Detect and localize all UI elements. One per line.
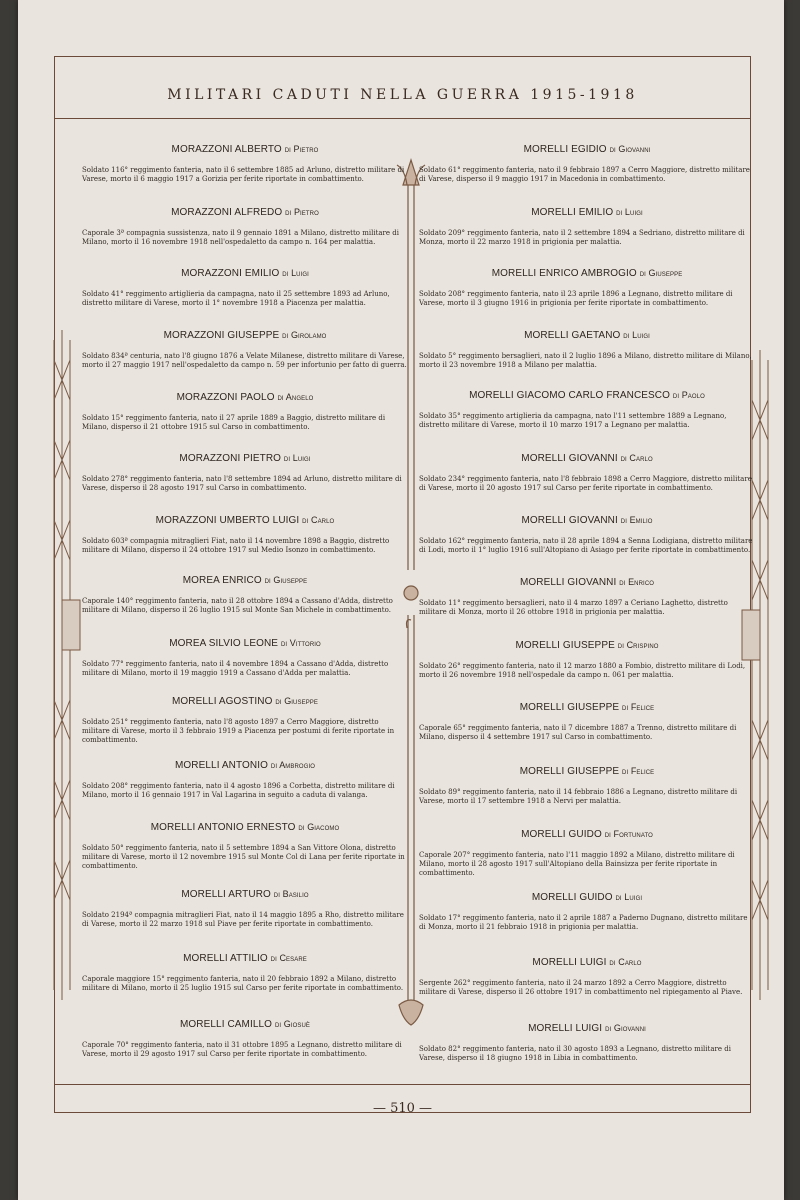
entry-text: Soldato 251° reggimento fanteria, nato l'8 agosto 1897 a Cerro Maggiore, distretto militare di Varese, morto il 3 febbraio 1919 a Piacenza per postumi di ferite riportate in combattimento. (82, 718, 395, 744)
entry-name: MORELLI GUIDO di Luigi (531, 892, 643, 903)
entry-name: MORELLI ENRICO AMBROGIO di Giuseppe (491, 268, 683, 279)
entry-name: MORAZZONI UMBERTO LUIGI di Carlo (155, 515, 335, 526)
entry-text: Soldato 35° reggimento artiglieria da campagna, nato l'11 settembre 1889 a Legnano, distretto militare di Varese, morto il 10 marzo 1917 a Legnano per malattia. (419, 412, 727, 429)
list-item (82, 696, 408, 745)
entry-text: Soldato 234° reggimento fanteria, nato l'8 febbraio 1898 a Cerro Maggiore, distretto militare di Varese, morto il 20 agosto 1917 sul Carso per ferite riportate in combattimento. (419, 475, 752, 492)
entry-text: Soldato 209° reggimento fanteria, nato il 2 settembre 1894 a Sedriano, distretto militare di Monza, morto il 22 marzo 1918 in prigionia per malattia. (419, 229, 745, 246)
entry-name: MORELLI GIUSEPPE di Crispino (515, 640, 659, 651)
entry-name: MORELLI EGIDIO di Giovanni (523, 144, 651, 155)
list-item (419, 957, 755, 997)
page-title: MILITARI CADUTI NELLA GUERRA 1915-1918 (167, 87, 638, 103)
entry-name: MORAZZONI PIETRO di Luigi (179, 453, 311, 464)
list-item (82, 575, 408, 615)
list-item (419, 207, 755, 247)
list-item (419, 577, 755, 617)
header-rule (55, 118, 750, 119)
page-number: — 510 — (372, 1101, 433, 1116)
entry-text: Soldato 41° reggimento artiglieria da campagna, nato il 25 settembre 1893 ad Arluno, distretto militare di Varese, morto il 1° novembre 1918 a Piacenza per malattia. (82, 290, 390, 307)
entry-text: Caporale 3ª compagnia sussistenza, nato il 9 gennaio 1891 a Milano, distretto militare di Milano, morto il 16 novembre 1918 nell'ospedaletto da campo n. 164 per malattia. (82, 229, 399, 246)
entry-text: Soldato 2194ª compagnia mitraglieri Fiat, nato il 14 maggio 1895 a Rho, distretto militare di Varese, morto il 22 marzo 1918 sul Piave per ferite riportate in combattimento. (82, 911, 404, 928)
list-item (82, 268, 408, 308)
entry-name: MOREA ENRICO di Giuseppe (182, 575, 308, 586)
entry-name: MORELLI GIOVANNI di Emilio (521, 515, 653, 526)
entry-name: MORELLI GAETANO di Luigi (524, 330, 650, 341)
list-item (82, 453, 408, 493)
left-side-ornament (42, 320, 82, 1020)
list-item (419, 453, 755, 493)
entry-text: Soldato 11° reggimento bersaglieri, nato il 4 marzo 1897 a Ceriano Laghetto, distretto militare di Monza, morto il 26 ottobre 1918 in prigionia per malattia. (419, 599, 728, 616)
list-item (82, 330, 408, 370)
list-item (82, 889, 408, 929)
entry-name: MORELLI GUIDO di Fortunato (521, 829, 653, 840)
entry-text: Soldato 208° reggimento fanteria, nato il 23 aprile 1896 a Legnano, distretto militare di Varese, morto il 3 giugno 1916 in prigionia per ferite riportate in combattimento. (419, 290, 733, 307)
entry-text: Soldato 82° reggimento fanteria, nato il 30 agosto 1893 a Legnano, distretto militare di Varese, disperso il 18 giugno 1918 in Libia in combattimento. (419, 1045, 731, 1062)
entry-text: Soldato 50° reggimento fanteria, nato il 5 settembre 1894 a San Vittore Olona, distretto militare di Varese, morto il 12 novembre 1915 sul Monte Col di Lana per ferite riportate in combattimento. (82, 844, 405, 870)
list-item (82, 144, 408, 184)
entry-text: Soldato 89° reggimento fanteria, nato il 14 febbraio 1886 a Legnano, distretto militare di Varese, morto il 17 settembre 1918 a Nervi per malattia. (419, 788, 738, 805)
list-item (419, 268, 755, 308)
entry-name: MORAZZONI EMILIO di Luigi (181, 268, 309, 279)
list-item (82, 1019, 408, 1059)
entry-text: Caporale 65° reggimento fanteria, nato il 7 dicembre 1887 a Trenno, distretto militare di Milano, disperso il 4 settembre 1917 sul Carso in combattimento. (419, 724, 737, 741)
entry-text: Soldato 834ª centuria, nato l'8 giugno 1876 a Velate Milanese, distretto militare di Varese, morto il 27 maggio 1917 nell'ospedaletto da campo n. 59 per infortunio per fatto di guerra. (82, 352, 407, 369)
entry-text: Caporale 207° reggimento fanteria, nato l'11 maggio 1892 a Milano, distretto militare di Milano, morto il 28 agosto 1917 sull'Altopiano della Bainsizza per ferite riportate in combattimento. (419, 851, 735, 877)
entry-name: MORELLI GIOVANNI di Carlo (521, 453, 653, 464)
entry-text: Soldato 116° reggimento fanteria, nato il 6 settembre 1885 ad Arluno, distretto militare di Varese, morto il 6 maggio 1917 a Gorizia per ferite riportate in combattimento. (82, 166, 405, 183)
entry-text: Caporale 140° reggimento fanteria, nato il 28 ottobre 1894 a Cassano d'Adda, distretto militare di Milano, disperso il 26 luglio 1915 sul Monte San Michele in combattimento. (82, 597, 393, 614)
list-item (419, 766, 755, 806)
entry-text: Soldato 17° reggimento fanteria, nato il 2 aprile 1887 a Paderno Dugnano, distretto militare di Monza, morto il 21 febbraio 1918 in prigionia per malattia. (419, 914, 748, 931)
entry-name: MORELLI LUIGI di Giovanni (528, 1023, 646, 1034)
list-item (419, 640, 755, 680)
list-item (419, 330, 755, 370)
entry-name: MORELLI GIUSEPPE di Felice (519, 766, 655, 777)
list-item (82, 822, 408, 871)
entry-text: Soldato 61° reggimento fanteria, nato il 9 febbraio 1897 a Cerro Maggiore, distretto militare di Varese, disperso il 9 maggio 1917 in Macedonia in combattimento. (419, 166, 750, 183)
list-item (419, 390, 755, 430)
list-item (82, 515, 408, 555)
entry-name: MORAZZONI GIUSEPPE di Girolamo (163, 330, 327, 341)
entry-name: MORELLI CAMILLO di Giosuè (179, 1019, 311, 1030)
entry-name: MORELLI GIUSEPPE di Felice (519, 702, 655, 713)
entry-name: MORELLI GIACOMO CARLO FRANCESCO di Paolo (469, 390, 705, 401)
entry-name: MORELLI ANTONIO ERNESTO di Giacomo (150, 822, 340, 833)
entry-name: MOREA SILVIO LEONE di Vittorio (169, 638, 321, 649)
entry-text: Soldato 26° reggimento fanteria, nato il 12 marzo 1880 a Fombio, distretto militare di Lodi, morto il 26 novembre 1918 nell'ospedale da campo n. 061 per malattia. (419, 662, 746, 679)
entry-name: MORELLI AGOSTINO di Giuseppe (171, 696, 319, 707)
entry-text: Soldato 77° reggimento fanteria, nato il 4 novembre 1894 a Cassano d'Adda, distretto militare di Milano, morto il 19 maggio 1919 a Cassano d'Adda per malattia. (82, 660, 389, 677)
page-sheet (18, 0, 784, 1200)
entry-text: Soldato 208° reggimento fanteria, nato il 4 agosto 1896 a Corbetta, distretto militare di Milano, morto il 16 gennaio 1917 in Val Lagarina in seguito a caduta di valanga. (82, 782, 395, 799)
entry-name: MORELLI ANTONIO di Ambrogio (174, 760, 315, 771)
entry-text: Soldato 162° reggimento fanteria, nato il 28 aprile 1894 a Senna Lodigiana, distretto militare di Lodi, morto il 1° luglio 1916 sull'Altopiano di Asiago per ferite riportate in combattimento. (419, 537, 753, 554)
entry-name: MORAZZONI ALBERTO di Pietro (171, 144, 319, 155)
entry-name: MORELLI EMILIO di Luigi (531, 207, 643, 218)
entry-text: Soldato 5° reggimento bersaglieri, nato il 2 luglio 1896 a Milano, distretto militare di Milano, morto il 23 novembre 1918 a Milano per malattia. (419, 352, 752, 369)
list-item (82, 953, 408, 993)
list-item (82, 760, 408, 800)
footer-rule (55, 1084, 750, 1085)
entry-name: MORELLI GIOVANNI di Enrico (519, 577, 655, 588)
list-item (419, 702, 755, 742)
list-item (419, 1023, 755, 1063)
list-item (419, 892, 755, 932)
entry-name: MORELLI LUIGI di Carlo (532, 957, 642, 968)
entry-text: Sergente 262° reggimento fanteria, nato il 24 marzo 1892 a Cerro Maggiore, distretto militare di Varese, disperso il 26 ottobre 1917 in combattimento nel ripiegamento al Piave. (419, 979, 743, 996)
entry-text: Soldato 603ª compagnia mitraglieri Fiat, nato il 14 novembre 1898 a Baggio, distretto militare di Milano, disperso il 24 ottobre 1917 sul Medio Isonzo in combattimento. (82, 537, 390, 554)
entry-name: MORAZZONI ALFREDO di Pietro (171, 207, 319, 218)
entry-text: Caporale 70° reggimento fanteria, nato il 31 ottobre 1895 a Legnano, distretto militare di Varese, morto il 29 agosto 1917 sul Carso per ferite riportate in combattimento. (82, 1041, 402, 1058)
list-item (419, 829, 755, 878)
entry-name: MORAZZONI PAOLO di Angelo (176, 392, 314, 403)
list-item (82, 207, 408, 247)
entry-text: Soldato 15° reggimento fanteria, nato il 27 aprile 1889 a Baggio, distretto militare di Milano, disperso il 21 ottobre 1915 sul Carso in combattimento. (82, 414, 386, 431)
entry-text: Caporale maggiore 15° reggimento fanteria, nato il 20 febbraio 1892 a Milano, distretto militare di Milano, morto il 25 luglio 1915 sul Carso per ferite riportate in combattimento. (82, 975, 404, 992)
entry-name: MORELLI ARTURO di Basilio (181, 889, 309, 900)
entry-text: Soldato 278° reggimento fanteria, nato l'8 settembre 1894 ad Arluno, distretto militare di Varese, disperso il 28 agosto 1917 sul Carso in combattimento. (82, 475, 402, 492)
list-item (82, 638, 408, 678)
list-item (82, 392, 408, 432)
entry-name: MORELLI ATTILIO di Cesare (183, 953, 307, 964)
list-item (419, 515, 755, 555)
list-item (419, 144, 755, 184)
